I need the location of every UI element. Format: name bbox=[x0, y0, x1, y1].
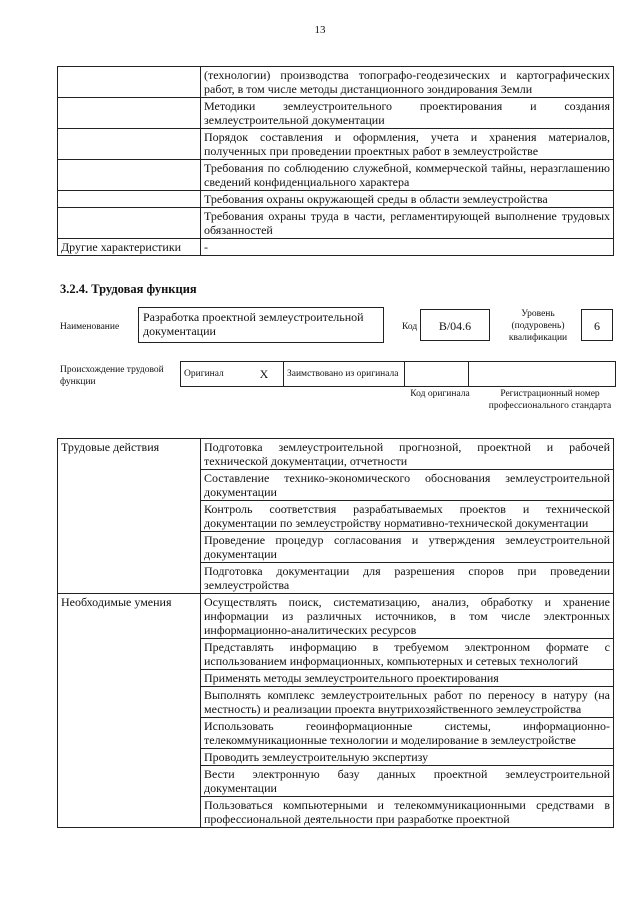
table-label-cell bbox=[58, 208, 201, 239]
function-name-box: Разработка проектной землеустроительной документации bbox=[138, 307, 384, 343]
table-cell: Подготовка землеустроительной прогнозной, проектной и рабочей технической документации, отчетности bbox=[201, 439, 614, 470]
table-cell: Методики землеустроительного проектирования и создания землеустроительной документации bbox=[201, 98, 614, 129]
table-cell: Применять методы землеустроительного проектирования bbox=[201, 670, 614, 687]
table-cell: Требования охраны окружающей среды в области землеустройства bbox=[201, 191, 614, 208]
origin-code-cell bbox=[405, 362, 469, 387]
table-cell: Пользоваться компьютерными и телекоммуникационными средствами в профессиональной деятельности при разработке проектной bbox=[201, 797, 614, 828]
table-cell: Требования по соблюдению служебной, коммерческой тайны, неразглашению сведений конфиденциального характера bbox=[201, 160, 614, 191]
table-cell: Подготовка документации для разрешения споров при проведении землеустройства bbox=[201, 563, 614, 594]
table-cell: Проведение процедур согласования и утверждения землеустроительной документации bbox=[201, 532, 614, 563]
other-characteristics-label: Другие характеристики bbox=[58, 239, 201, 256]
table-cell: Использовать геоинформационные системы, информационно-телекоммуникационные технологии и моделирование в землеустройстве bbox=[201, 718, 614, 749]
origin-borrowed-cell: Заимствовано из оригинала bbox=[284, 362, 405, 387]
table-cell: Проводить землеустроительную экспертизу bbox=[201, 749, 614, 766]
section-title: 3.2.4. Трудовая функция bbox=[60, 282, 197, 296]
table-cell: Выполнять комплекс землеустроительных работ по переносу в натуру (на местность) и реализации проекта внутрихозяйственного землеустройства bbox=[201, 687, 614, 718]
table-cell: Вести электронную базу данных проектной землеустроительной документации bbox=[201, 766, 614, 797]
origin-mark: X bbox=[245, 362, 284, 387]
table-label-cell bbox=[58, 160, 201, 191]
other-characteristics-value: - bbox=[201, 239, 614, 256]
code-label: Код bbox=[402, 322, 418, 332]
table-label-cell bbox=[58, 98, 201, 129]
name-label: Наименование bbox=[60, 322, 120, 332]
required-skills-label: Необходимые умения bbox=[58, 594, 201, 828]
table-cell: Требования охраны труда в части, регламентирующей выполнение трудовых обязанностей bbox=[201, 208, 614, 239]
origin-original-cell: Оригинал bbox=[181, 362, 246, 387]
origin-reg-cell bbox=[469, 362, 616, 387]
table-label-cell bbox=[58, 191, 201, 208]
level-box: 6 bbox=[581, 309, 613, 341]
reg-number-caption: Регистрационный номер профессионального стандарта bbox=[488, 389, 612, 411]
table-cell: Составление технико-экономического обоснования землеустроительной документации bbox=[201, 470, 614, 501]
labor-actions-label: Трудовые действия bbox=[58, 439, 201, 594]
table-cell: Представлять информацию в требуемом электронном формате с использованием информационных, компьютерных и сетевых технологий bbox=[201, 639, 614, 670]
origin-table bbox=[180, 361, 616, 387]
level-label: Уровень (подуровень) квалификации bbox=[508, 309, 568, 343]
table-cell: (технологии) производства топографо-геодезических и картографических работ, в том числе методы дистанционного зондирования Земли bbox=[201, 67, 614, 98]
table-label-cell bbox=[58, 67, 201, 98]
table-cell: Осуществлять поиск, систематизацию, анализ, обработку и хранение информации из различных источников, в том числе электронных информационно-аналитических ресурсов bbox=[201, 594, 614, 639]
table-cell: Порядок составления и оформления, учета и хранения материалов, полученных при проведении проектных работ в землеустройстве bbox=[201, 129, 614, 160]
knowledge-table bbox=[57, 66, 614, 256]
function-table bbox=[57, 438, 614, 828]
origin-label: Происхождение трудовой функции bbox=[60, 365, 164, 387]
table-label-cell bbox=[58, 129, 201, 160]
function-code-box: B/04.6 bbox=[420, 309, 490, 341]
table-cell: Контроль соответствия разрабатываемых проектов и технической документации по землеустройству нормативно-технической документации bbox=[201, 501, 614, 532]
page-number: 13 bbox=[314, 24, 326, 36]
code-original-caption: Код оригинала bbox=[410, 389, 470, 399]
